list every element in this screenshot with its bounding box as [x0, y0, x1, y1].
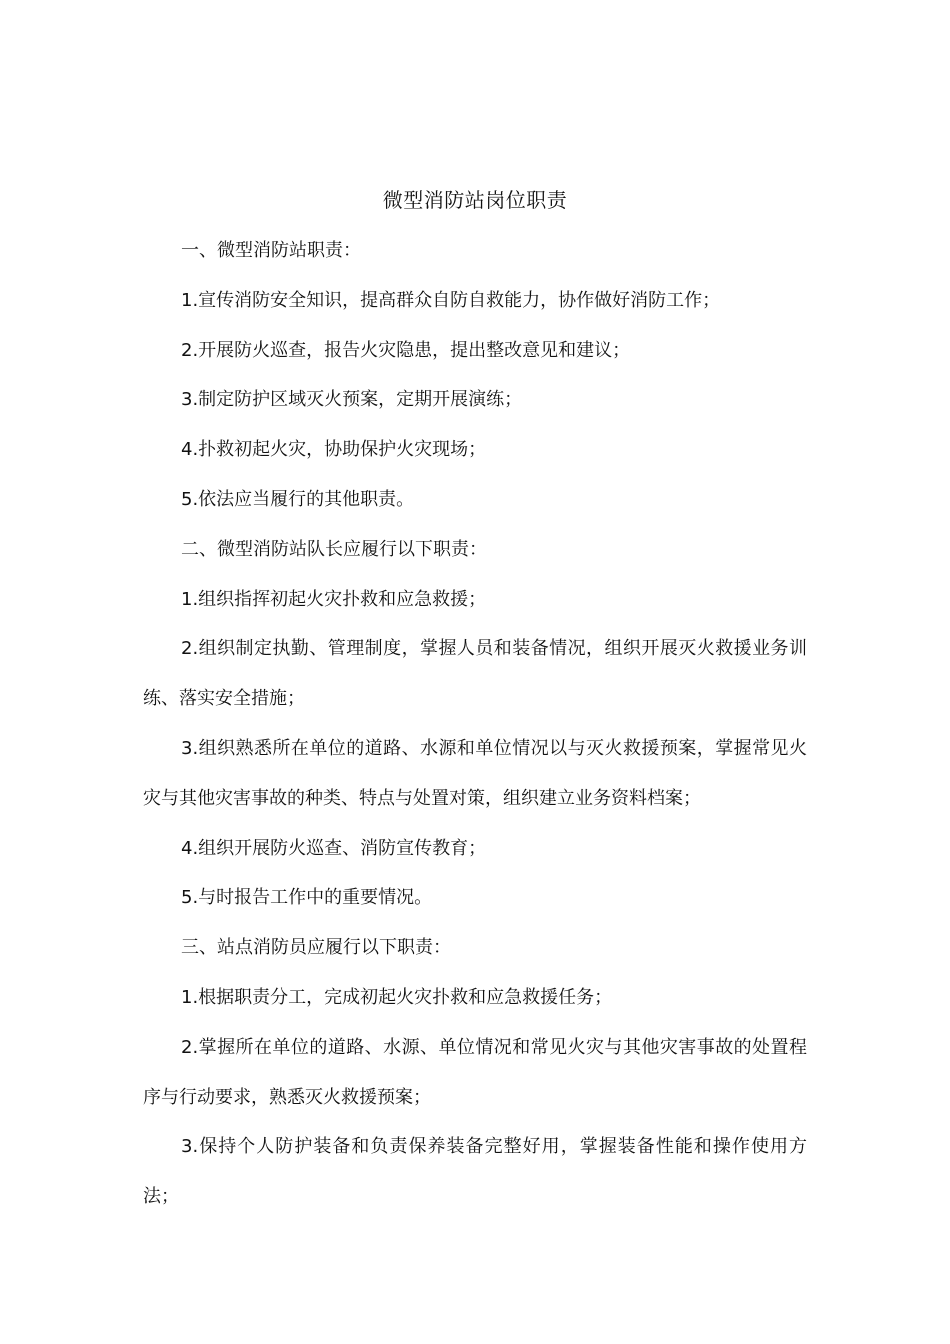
- paragraph: 5.依法应当履行的其他职责。: [181, 488, 415, 510]
- paragraph: 5.与时报告工作中的重要情况。: [181, 887, 433, 909]
- paragraph: 1.根据职责分工，完成初起火灾扑救和应急救援任务；: [181, 986, 613, 1008]
- paragraph: 4.组织开展防火巡查、消防宣传教育；: [181, 837, 487, 859]
- paragraph: 2.组织制定执勤、管理制度，掌握人员和装备情况，组织开展灭火救援业务训练、落实安全措施；: [143, 638, 807, 710]
- section-heading-1: 一、微型消防站职责：: [181, 240, 361, 261]
- paragraph: 2.开展防火巡查，报告火灾隐患，提出整改意见和建议；: [181, 339, 631, 361]
- paragraph: 1.宣传消防安全知识，提高群众自防自救能力，协作做好消防工作；: [181, 289, 721, 311]
- paragraph: 3.保持个人防护装备和负责保养装备完整好用，掌握装备性能和操作使用方法；: [143, 1136, 807, 1208]
- paragraph: 1.组织指挥初起火灾扑救和应急救援；: [181, 588, 487, 610]
- document-body: [143, 226, 807, 1222]
- section-heading-3: 三、站点消防员应履行以下职责：: [181, 937, 451, 959]
- paragraph: 4.扑救初起火灾，协助保护火灾现场；: [181, 439, 487, 461]
- document-title: 微型消防站岗位职责: [382, 188, 568, 212]
- paragraph: 3.组织熟悉所在单位的道路、水源和单位情况以与灭火救援预案，掌握常见火灾与其他灾害事故的种类、特点与处置对策，组织建立业务资料档案；: [143, 737, 807, 809]
- paragraph: 2.掌握所在单位的道路、水源、单位情况和常见火灾与其他灾害事故的处置程序与行动要求，熟悉灭火救援预案；: [143, 1036, 807, 1108]
- paragraph: 3.制定防护区域灭火预案，定期开展演练；: [181, 389, 523, 411]
- section-heading-2: 二、微型消防站队长应履行以下职责：: [181, 538, 487, 560]
